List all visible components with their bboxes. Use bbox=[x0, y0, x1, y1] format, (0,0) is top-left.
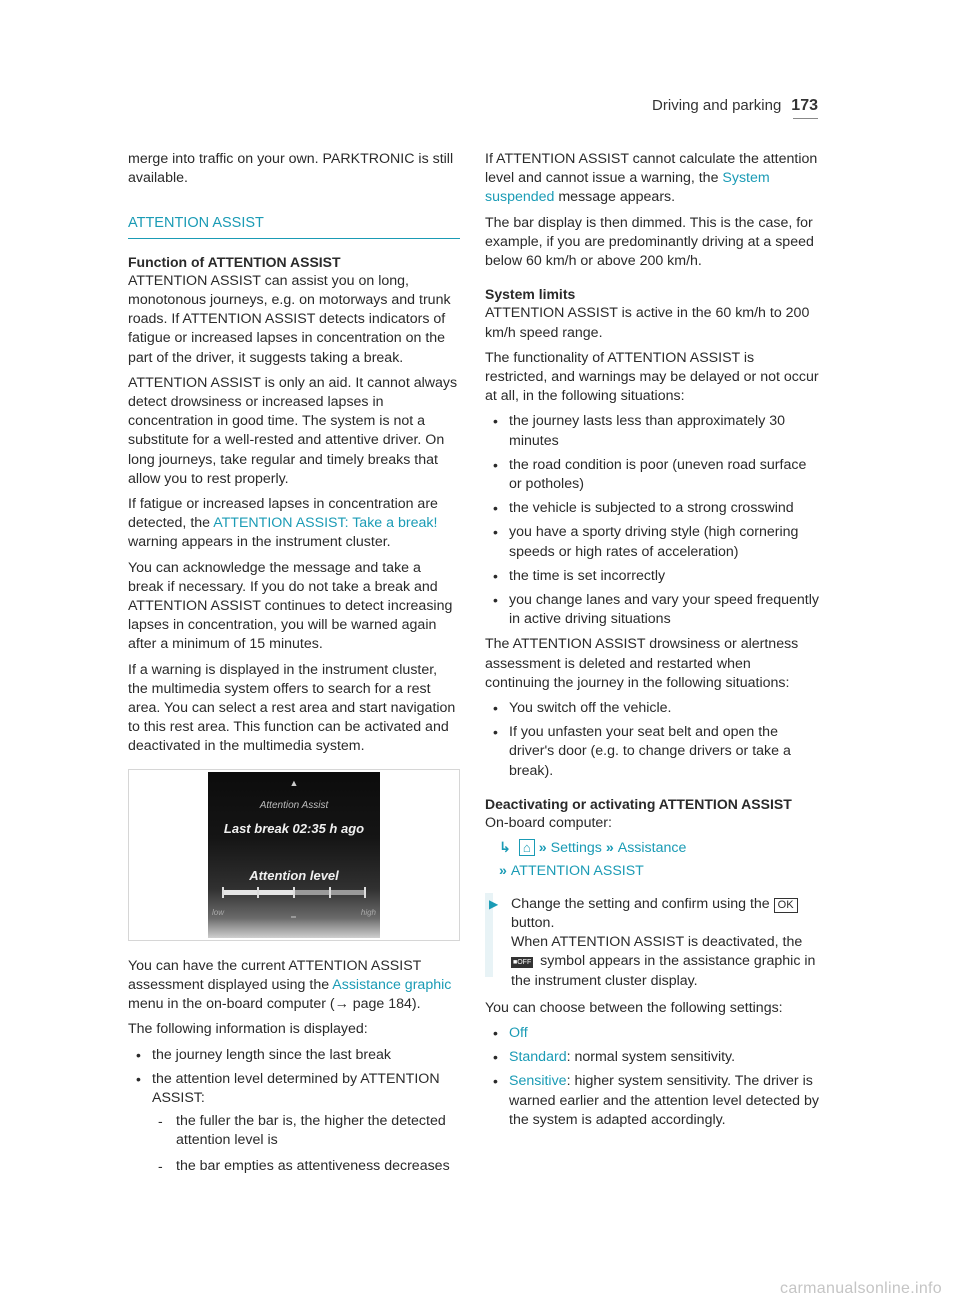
paragraph: If ATTENTION ASSIST cannot calculate the attention level and cannot issue a warning, the System suspended message appears. bbox=[485, 151, 818, 206]
double-chevron-icon: » bbox=[538, 840, 547, 857]
deactivate-heading: Deactivating or activating ATTENTION ASSIST bbox=[485, 795, 792, 812]
chapter-title: Driving and parking bbox=[652, 97, 782, 114]
list-item: • If you unfasten your seat belt and open the driver's door (e.g. to change drivers or take a break). bbox=[509, 723, 819, 781]
high-label: high bbox=[360, 907, 376, 917]
menu-label: Attention Assist bbox=[259, 799, 329, 811]
double-chevron-icon: » bbox=[605, 840, 614, 857]
indicator-dot bbox=[291, 916, 296, 918]
paragraph: If fatigue or increased lapses in concentration are detected, the ATTENTION ASSIST: Take a break! warning appears in the instrument cluster. bbox=[128, 496, 438, 551]
menu-path bbox=[485, 839, 819, 880]
double-chevron-icon: » bbox=[499, 862, 507, 879]
list-item: • the vehicle is subjected to a strong crosswind bbox=[509, 499, 819, 518]
bullet-list bbox=[485, 412, 819, 629]
bar-tick bbox=[329, 887, 331, 898]
left-column bbox=[128, 150, 460, 1182]
attention-assist-menu-item[interactable]: ATTENTION ASSIST bbox=[510, 862, 644, 879]
paragraph: The bar display is then dimmed. This is the case, for example, if you are predominantly driving at a speed below 60 km/h or above 200 km/h. bbox=[485, 214, 814, 270]
paragraph: If a warning is displayed in the instrument cluster, the multimedia system offers to search for a rest area. You can select a rest area and start navigation to this rest area. This function can be activated and deactivated in the multimedia system. bbox=[128, 661, 456, 755]
menu-arrow-icon: ↳ bbox=[499, 840, 511, 857]
system-suspended-link[interactable]: System suspended bbox=[485, 170, 770, 206]
list-item: • Standard: normal system sensitivity. bbox=[509, 1048, 819, 1067]
function-heading: Function of ATTENTION ASSIST bbox=[128, 253, 341, 270]
list-item: - the bar empties as attentiveness decreases bbox=[176, 1157, 460, 1176]
page-number: 173 bbox=[791, 97, 818, 114]
list-item: • the journey lasts less than approximately 30 minutes bbox=[509, 412, 819, 450]
right-column bbox=[485, 150, 819, 1136]
paragraph: You can choose between the following settings: bbox=[485, 999, 783, 1016]
list-item: • the journey length since the last break bbox=[152, 1046, 460, 1065]
list-item: • the attention level determined by ATTENTION ASSIST: - the fuller the bar is, the higher the detected attention level is - the bar empties as attentiveness decreases bbox=[152, 1070, 460, 1176]
paragraph: ATTENTION ASSIST is active in the 60 km/h to 200 km/h speed range. bbox=[485, 305, 810, 341]
paragraph: ATTENTION ASSIST can assist you on long, monotonous journeys, e.g. on motorways and trunk roads. If ATTENTION ASSIST detects indicators of fatigue or increased lapses in concentration on the part of the driver, it suggests taking a break. bbox=[128, 272, 451, 366]
settings-list bbox=[485, 1024, 819, 1130]
play-icon: ▶ bbox=[489, 896, 499, 911]
paragraph: On-board computer: bbox=[485, 815, 612, 832]
home-icon[interactable]: ⌂ bbox=[519, 839, 535, 856]
option-off[interactable]: Off bbox=[509, 1024, 528, 1041]
paragraph: You can have the current ATTENTION ASSIST assessment displayed using the Assistance graphic menu in the on-board computer (→ page 184). bbox=[128, 957, 452, 1013]
system-limits-heading: System limits bbox=[485, 286, 576, 303]
header-divider bbox=[793, 118, 818, 119]
assistance-menu-item[interactable]: Assistance bbox=[617, 840, 687, 857]
settings-menu-item[interactable]: Settings bbox=[550, 840, 602, 857]
list-item: • You switch off the vehicle. bbox=[509, 699, 819, 718]
attention-level-bar bbox=[222, 890, 366, 895]
list-item: • the time is set incorrectly bbox=[509, 567, 819, 586]
bullet-list bbox=[128, 1046, 460, 1176]
option-sensitive[interactable]: Sensitive bbox=[509, 1073, 567, 1090]
list-item: • the road condition is poor (uneven road surface or potholes) bbox=[509, 456, 819, 494]
bar-tick bbox=[364, 887, 366, 898]
attention-level-label: Attention level bbox=[249, 867, 339, 883]
list-item: • you have a sporty driving style (high cornering speeds or high rates of acceleration) bbox=[509, 523, 819, 561]
paragraph: The functionality of ATTENTION ASSIST is restricted, and warnings may be delayed or not occur at all, in the following situations: bbox=[485, 349, 819, 405]
intro-text: merge into traffic on your own. PARKTRONIC is still available. bbox=[128, 151, 454, 187]
paragraph: The following information is displayed: bbox=[128, 1021, 368, 1038]
ok-key-icon: OK bbox=[774, 898, 798, 913]
section-title: ATTENTION ASSIST bbox=[128, 214, 460, 238]
bar-tick bbox=[222, 887, 224, 898]
paragraph: You can acknowledge the message and take a break if necessary. If you do not take a break and ATTENTION ASSIST continues to detect increasing lapses in concentration, you will be warned again after a minimum of 15 minutes. bbox=[128, 559, 453, 653]
instruction-step: ▶ Change the setting and confirm using the OK button. When ATTENTION ASSIST is deactivated, the ■OFF symbol appears in the assistance graphic in the instrument cluster display. bbox=[485, 895, 819, 991]
paragraph: The ATTENTION ASSIST drowsiness or alertness assessment is deleted and restarted when continuing the journey in the following situations: bbox=[485, 636, 799, 691]
option-standard[interactable]: Standard bbox=[509, 1049, 567, 1066]
bar-tick bbox=[257, 887, 259, 898]
dash-list bbox=[152, 1112, 460, 1176]
bar-tick bbox=[293, 887, 295, 898]
paragraph: ATTENTION ASSIST is only an aid. It cannot always detect drowsiness or increased lapses in concentration in good time. The system is not a substitute for a well-rested and attentive driver. On long journeys, take regular and timely breaks that allow you to rest properly. bbox=[128, 374, 458, 487]
list-item: - the fuller the bar is, the higher the detected attention level is bbox=[176, 1112, 460, 1150]
assistance-graphic-link[interactable]: Assistance graphic bbox=[332, 976, 452, 993]
page-header bbox=[652, 97, 818, 115]
warning-message-link[interactable]: ATTENTION ASSIST: Take a break! bbox=[213, 515, 438, 532]
scroll-up-icon: ▲ bbox=[289, 777, 299, 788]
last-break-text: Last break 02:35 h ago bbox=[223, 820, 365, 836]
watermark-text: carmanualsonline.info bbox=[780, 1280, 942, 1297]
low-label: low bbox=[212, 907, 225, 917]
list-item bbox=[509, 1024, 819, 1043]
cluster-screen bbox=[208, 772, 380, 938]
attention-off-icon: ■OFF bbox=[513, 959, 532, 967]
bullet-list bbox=[485, 699, 819, 781]
list-item: • Sensitive: higher system sensitivity. The driver is warned earlier and the attention level detected by the system is adapted accordingly. bbox=[509, 1072, 819, 1130]
list-item: • you change lanes and vary your speed frequently in active driving situations bbox=[509, 591, 819, 629]
instrument-cluster-figure bbox=[128, 769, 460, 941]
